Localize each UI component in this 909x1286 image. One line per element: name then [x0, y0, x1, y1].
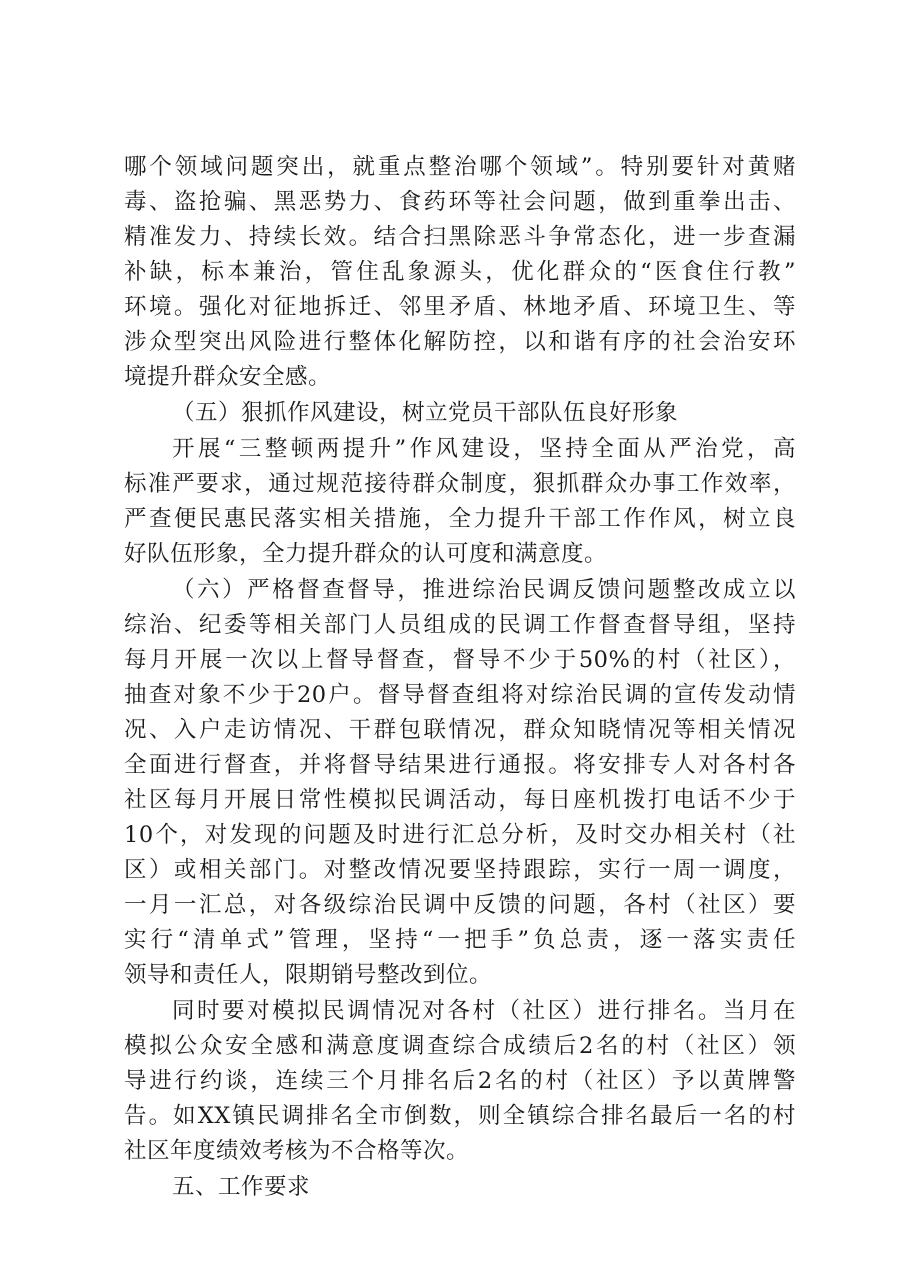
text-line: 环境。强化对征地拆迁、邻里矛盾、林地矛盾、环境卫生、等: [124, 294, 796, 320]
text-line: 标准严要求，通过规范接待群众制度，狠抓群众办事工作效率，: [124, 471, 796, 497]
text-line: 社区每月开展日常性模拟民调活动，每日座机拨打电话不少于: [124, 787, 796, 813]
text-line: 领导和责任人，限期销号整改到位。: [124, 962, 493, 988]
text-line: 社区年度绩效考核为不合格等次。: [124, 1138, 470, 1164]
section-heading: （五）狠抓作风建设，树立党员干部队伍良好形象: [172, 400, 679, 426]
section-heading: 五、工作要求: [172, 1174, 311, 1200]
section-heading: （六）严格督查督导，推进综治民调反馈问题整改成立以: [172, 577, 796, 603]
text-line: 精准发力、持续长效。结合扫黑除恶斗争常态化，进一步查漏: [124, 224, 796, 250]
text-line: 抽查对象不少于20户。督导督查组将对综治民调的宣传发动情: [124, 682, 796, 708]
text-line: 区）或相关部门。对整改情况要坚持跟踪，实行一周一调度，: [124, 857, 796, 883]
text-line: 况、入户走访情况、干群包联情况，群众知晓情况等相关情况: [124, 717, 796, 743]
text-line: 境提升群众安全感。: [124, 364, 332, 390]
text-line: 涉众型突出风险进行整体化解防控，以和谐有序的社会治安环: [124, 329, 796, 355]
text-line: 同时要对模拟民调情况对各村（社区）进行排名。当月在: [172, 998, 796, 1024]
text-line: 综治、纪委等相关部门人员组成的民调工作督查督导组，坚持: [124, 612, 796, 638]
text-line: 开展“三整顿两提升”作风建设，坚持全面从严治党，高: [172, 436, 796, 462]
text-line: 每月开展一次以上督导督查，督导不少于50%的村（社区），: [124, 647, 796, 673]
text-line: 一月一汇总，对各级综治民调中反馈的问题，各村（社区）要: [124, 892, 796, 918]
text-line: 哪个领域问题突出，就重点整治哪个领域”。特别要针对黄赌: [124, 154, 796, 180]
text-line: 毒、盗抢骗、黑恶势力、食药环等社会问题，做到重拳出击、: [124, 189, 796, 215]
text-line: 10个，对发现的问题及时进行汇总分析，及时交办相关村（社: [124, 822, 796, 848]
text-line: 补缺，标本兼治，管住乱象源头，优化群众的“医食住行教”: [124, 259, 796, 285]
text-line: 导进行约谈，连续三个月排名后2名的村（社区）予以黄牌警: [124, 1068, 796, 1094]
text-line: 实行“清单式”管理，坚持“一把手”负总责，逐一落实责任: [124, 927, 796, 953]
text-line: 全面进行督查，并将督导结果进行通报。将安排专人对各村各: [124, 752, 796, 778]
text-line: 模拟公众安全感和满意度调查综合成绩后2名的村（社区）领: [124, 1033, 796, 1059]
text-line: 严查便民惠民落实相关措施，全力提升干部工作作风，树立良: [124, 506, 796, 532]
text-line: 告。如XX镇民调排名全市倒数，则全镇综合排名最后一名的村: [124, 1103, 796, 1129]
text-line: 好队伍形象，全力提升群众的认可度和满意度。: [124, 541, 608, 567]
